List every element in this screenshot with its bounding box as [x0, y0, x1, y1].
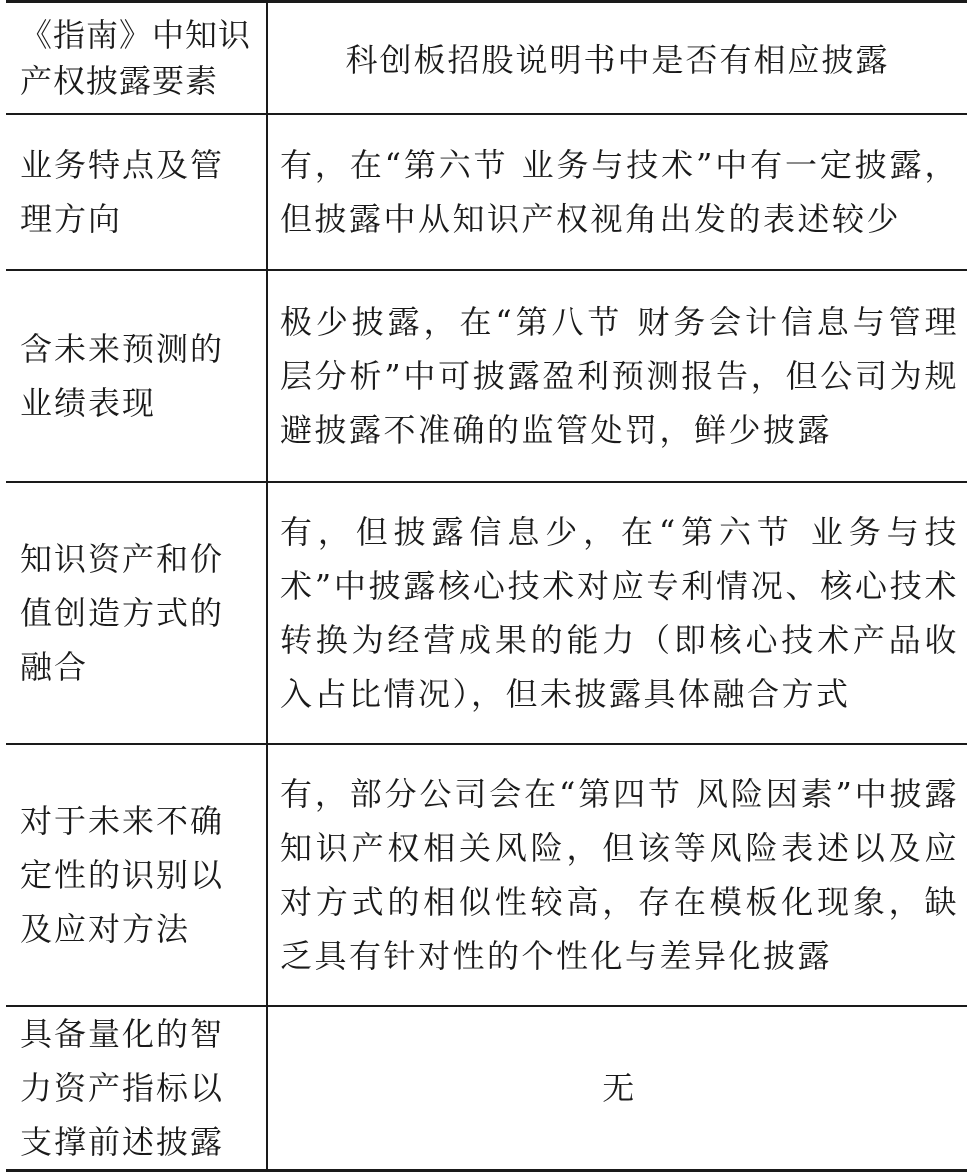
element-cell: 具备量化的智力资产指标以支撑前述披露: [6, 1006, 267, 1171]
element-cell: 含未来预测的业绩表现: [6, 270, 267, 482]
element-cell: 业务特点及管理方向: [6, 114, 267, 270]
disclosure-comparison-table: [6, 0, 967, 1172]
table-row: [6, 1006, 967, 1171]
header-guideline-elements: 《指南》中知识产权披露要素: [6, 2, 267, 114]
disclosure-cell: 无: [267, 1006, 967, 1171]
table-row: [6, 114, 967, 270]
element-cell: 知识资产和价值创造方式的融合: [6, 482, 267, 744]
disclosure-cell: 有，部分公司会在“第四节 风险因素”中披露知识产权相关风险，但该等风险表述以及应对方式的相似性较高，存在模板化现象，缺乏具有针对性的个性化与差异化披露: [267, 744, 967, 1006]
disclosure-cell: 有，但披露信息少，在“第六节 业务与技术”中披露核心技术对应专利情况、核心技术转换为经营成果的能力（即核心技术产品收入占比情况），但未披露具体融合方式: [267, 482, 967, 744]
table-row: [6, 744, 967, 1006]
disclosure-cell: 有，在“第六节 业务与技术”中有一定披露，但披露中从知识产权视角出发的表述较少: [267, 114, 967, 270]
header-prospectus-disclosure: 科创板招股说明书中是否有相应披露: [267, 2, 967, 114]
table-row: [6, 482, 967, 744]
disclosure-cell: 极少披露，在“第八节 财务会计信息与管理层分析”中可披露盈利预测报告，但公司为规避披露不准确的监管处罚，鲜少披露: [267, 270, 967, 482]
table-header-row: [6, 2, 967, 114]
element-cell: 对于未来不确定性的识别以及应对方法: [6, 744, 267, 1006]
table-row: [6, 270, 967, 482]
